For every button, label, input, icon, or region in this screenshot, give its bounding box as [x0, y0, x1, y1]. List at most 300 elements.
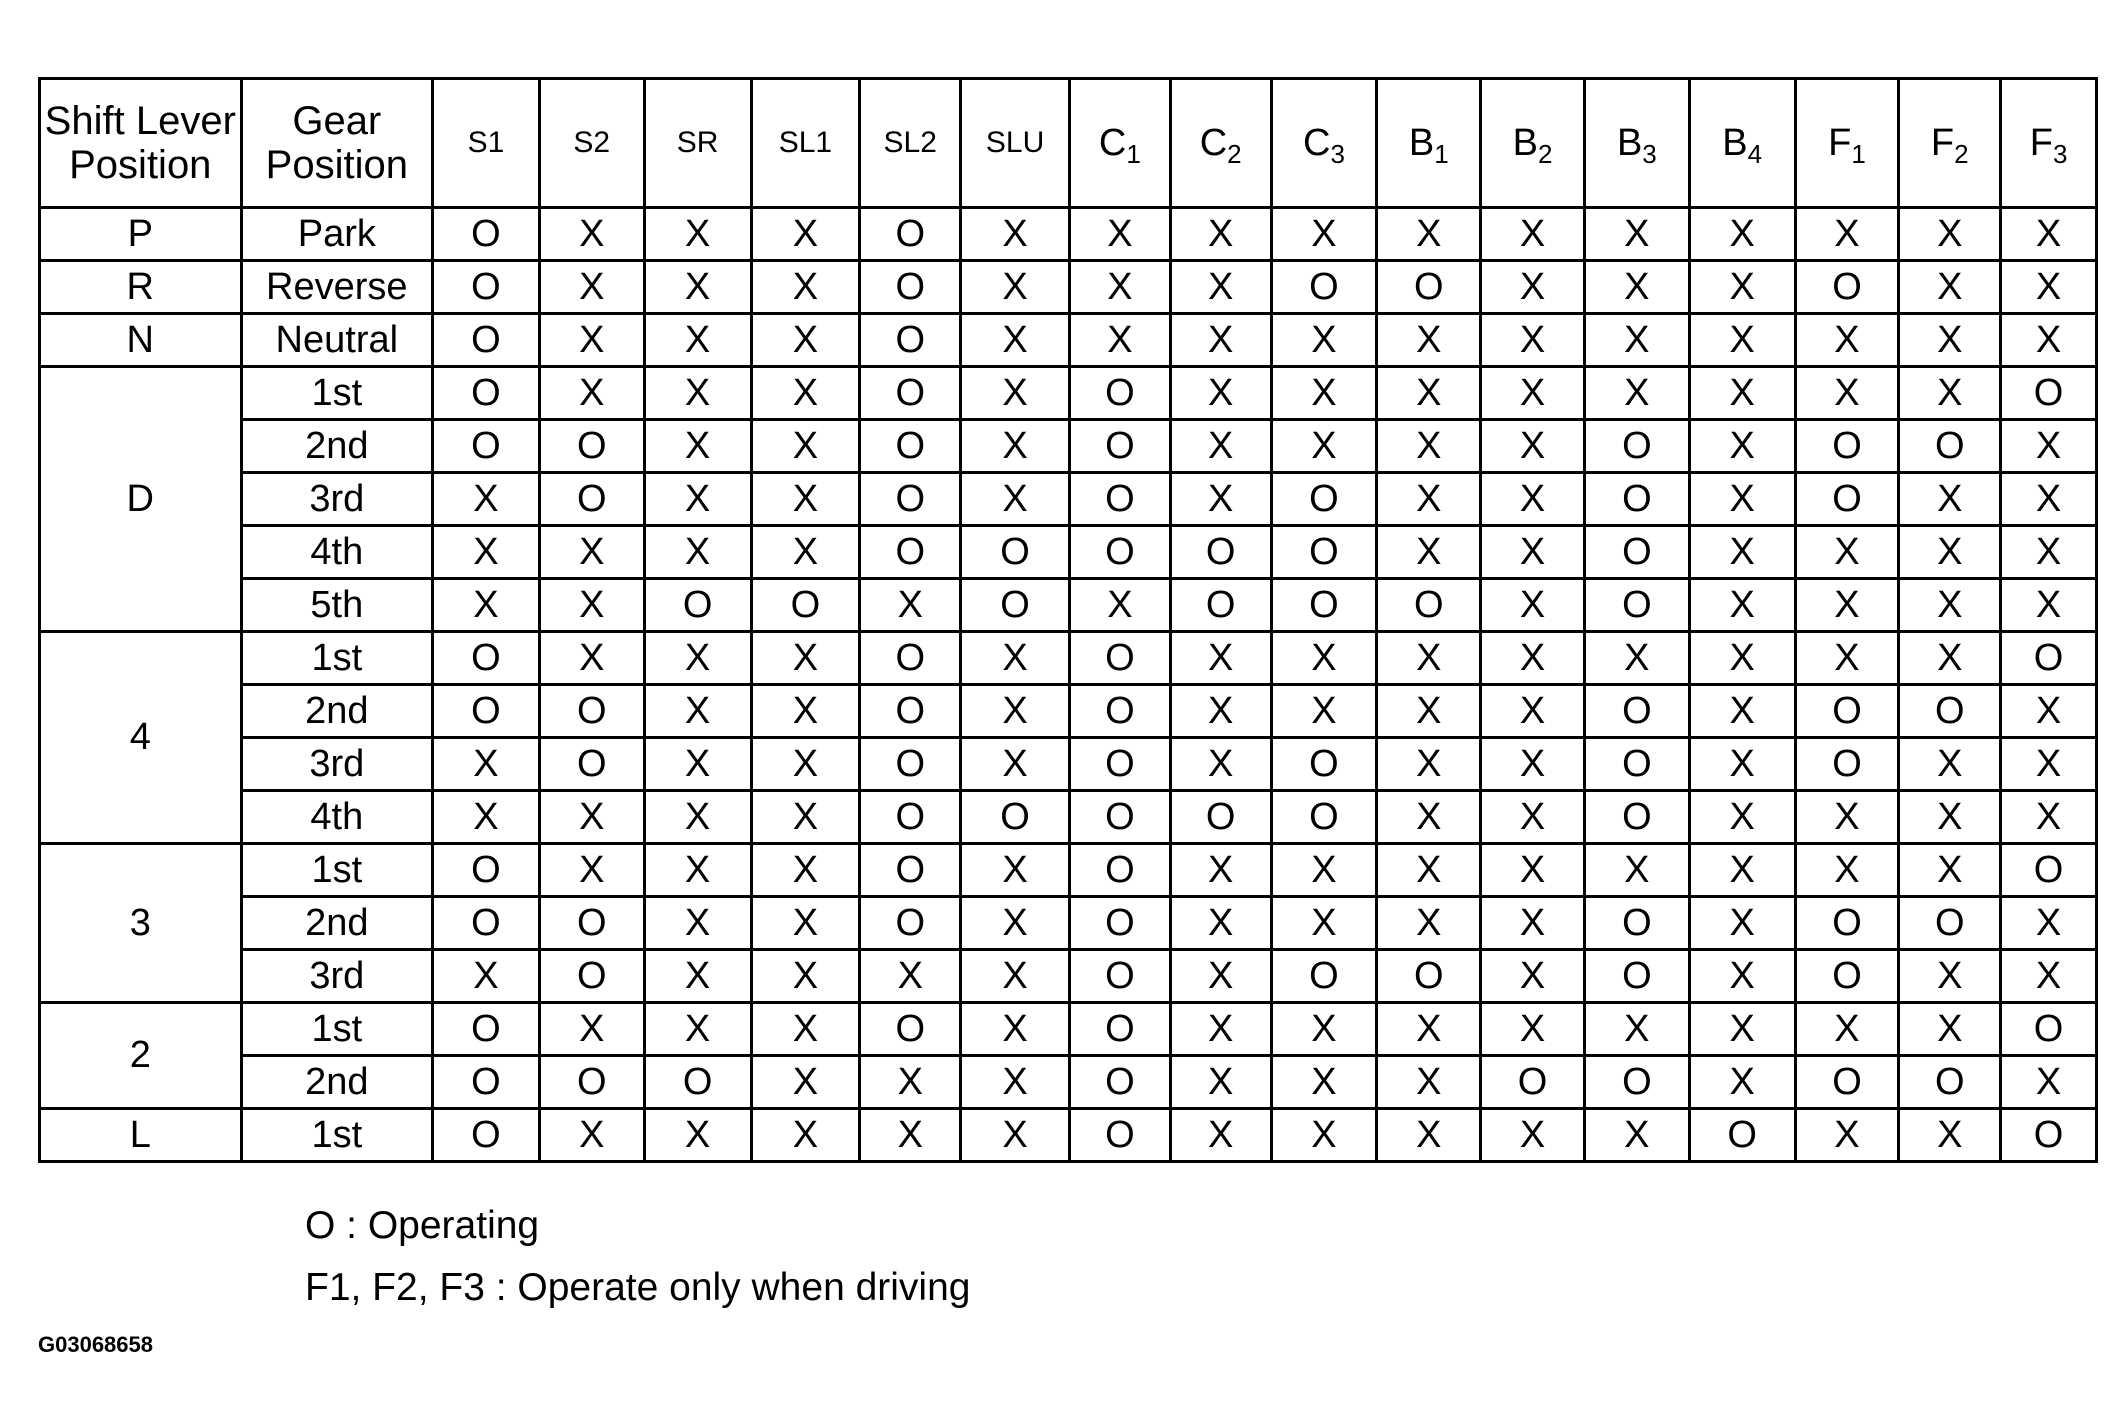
operating-mark: O	[1069, 738, 1170, 791]
not-operating-mark: X	[1689, 420, 1795, 473]
not-operating-mark: X	[961, 208, 1070, 261]
component-subscript: 3	[1330, 138, 1345, 169]
not-operating-mark: X	[433, 526, 540, 579]
not-operating-mark: X	[1689, 314, 1795, 367]
operating-mark: O	[1069, 1003, 1170, 1056]
not-operating-mark: X	[1271, 1109, 1377, 1162]
not-operating-mark: X	[1377, 632, 1481, 685]
component-name: S1	[467, 126, 505, 159]
component-name: F	[1828, 121, 1852, 164]
not-operating-mark: X	[961, 1109, 1070, 1162]
not-operating-mark: X	[2001, 473, 2097, 526]
gear-cell: 1st	[241, 367, 432, 420]
operating-mark: O	[1069, 632, 1170, 685]
not-operating-mark: X	[1899, 1003, 2001, 1056]
not-operating-mark: X	[1377, 1003, 1481, 1056]
not-operating-mark: X	[644, 314, 751, 367]
not-operating-mark: X	[751, 950, 860, 1003]
component-name: SLU	[985, 126, 1045, 159]
not-operating-mark: X	[644, 1003, 751, 1056]
not-operating-mark: X	[644, 473, 751, 526]
not-operating-mark: X	[1481, 420, 1585, 473]
operating-mark: O	[751, 579, 860, 632]
component-name: B	[1616, 121, 1643, 164]
not-operating-mark: X	[1795, 367, 1899, 420]
component-header-b2	[1481, 79, 1585, 208]
operating-mark: O	[1069, 950, 1170, 1003]
operating-mark: O	[1795, 261, 1899, 314]
operating-mark: O	[1271, 579, 1377, 632]
operating-mark: O	[433, 1056, 540, 1109]
not-operating-mark: X	[1481, 314, 1585, 367]
component-name: F	[2029, 121, 2053, 164]
operating-mark: O	[433, 1109, 540, 1162]
not-operating-mark: X	[433, 950, 540, 1003]
not-operating-mark: X	[1689, 950, 1795, 1003]
operating-mark: O	[539, 950, 644, 1003]
not-operating-mark: X	[433, 791, 540, 844]
not-operating-mark: X	[433, 473, 540, 526]
not-operating-mark: X	[644, 897, 751, 950]
component-header-sl1	[751, 79, 860, 208]
not-operating-mark: X	[1170, 420, 1271, 473]
operating-mark: O	[961, 526, 1070, 579]
not-operating-mark: X	[1377, 844, 1481, 897]
not-operating-mark: X	[751, 261, 860, 314]
operating-mark: O	[860, 261, 961, 314]
not-operating-mark: X	[1069, 314, 1170, 367]
operating-mark: O	[860, 367, 961, 420]
not-operating-mark: X	[1689, 261, 1795, 314]
not-operating-mark: X	[539, 261, 644, 314]
operating-mark: O	[433, 208, 540, 261]
operating-mark: O	[1899, 897, 2001, 950]
not-operating-mark: X	[1069, 261, 1170, 314]
not-operating-mark: X	[1481, 261, 1585, 314]
not-operating-mark: X	[1689, 791, 1795, 844]
not-operating-mark: X	[1899, 791, 2001, 844]
component-subscript: 3	[1642, 138, 1657, 169]
not-operating-mark: X	[2001, 791, 2097, 844]
operating-mark: O	[1271, 473, 1377, 526]
not-operating-mark: X	[751, 208, 860, 261]
legend-operating: O : Operating	[305, 1204, 540, 1247]
table-row	[40, 314, 2097, 367]
not-operating-mark: X	[961, 950, 1070, 1003]
operating-mark: O	[539, 897, 644, 950]
not-operating-mark: X	[1899, 367, 2001, 420]
operating-mark: O	[1069, 367, 1170, 420]
not-operating-mark: X	[644, 791, 751, 844]
operating-mark: O	[860, 632, 961, 685]
shift-lever-header-line1: Shift Lever	[44, 99, 236, 143]
component-header-b3	[1584, 79, 1689, 208]
not-operating-mark: X	[1584, 844, 1689, 897]
operating-mark: O	[860, 897, 961, 950]
operating-mark: O	[1795, 738, 1899, 791]
not-operating-mark: X	[1795, 844, 1899, 897]
not-operating-mark: X	[751, 420, 860, 473]
gear-cell: Reverse	[241, 261, 432, 314]
operating-mark: O	[1170, 791, 1271, 844]
table-row	[40, 1003, 2097, 1056]
operating-mark: O	[2001, 844, 2097, 897]
component-header-f2	[1899, 79, 2001, 208]
component-name: SR	[676, 126, 719, 159]
operating-mark: O	[1689, 1109, 1795, 1162]
operating-mark: O	[1584, 473, 1689, 526]
not-operating-mark: X	[1377, 208, 1481, 261]
not-operating-mark: X	[539, 579, 644, 632]
not-operating-mark: X	[644, 844, 751, 897]
operating-mark: O	[433, 844, 540, 897]
not-operating-mark: X	[1170, 685, 1271, 738]
not-operating-mark: X	[1899, 473, 2001, 526]
operating-mark: O	[1271, 791, 1377, 844]
not-operating-mark: X	[539, 1003, 644, 1056]
component-subscript: 1	[1851, 138, 1866, 169]
not-operating-mark: X	[1481, 844, 1585, 897]
operating-mark: O	[1584, 791, 1689, 844]
not-operating-mark: X	[1170, 632, 1271, 685]
not-operating-mark: X	[1481, 950, 1585, 1003]
operating-mark: O	[433, 367, 540, 420]
not-operating-mark: X	[751, 526, 860, 579]
not-operating-mark: X	[1271, 685, 1377, 738]
component-header-c2	[1170, 79, 1271, 208]
not-operating-mark: X	[751, 791, 860, 844]
not-operating-mark: X	[751, 1056, 860, 1109]
shift-lever-cell: 3	[40, 844, 242, 1003]
not-operating-mark: X	[1170, 314, 1271, 367]
not-operating-mark: X	[1271, 897, 1377, 950]
shift-lever-cell: D	[40, 367, 242, 632]
operating-mark: O	[644, 1056, 751, 1109]
not-operating-mark: X	[961, 738, 1070, 791]
not-operating-mark: X	[1170, 473, 1271, 526]
operating-mark: O	[1899, 685, 2001, 738]
gear-cell: 4th	[241, 791, 432, 844]
not-operating-mark: X	[2001, 208, 2097, 261]
operating-mark: O	[1377, 579, 1481, 632]
not-operating-mark: X	[1899, 738, 2001, 791]
component-header-b4	[1689, 79, 1795, 208]
operating-mark: O	[860, 208, 961, 261]
not-operating-mark: X	[2001, 950, 2097, 1003]
table-row	[40, 1056, 2097, 1109]
table-row	[40, 420, 2097, 473]
not-operating-mark: X	[1584, 367, 1689, 420]
operating-mark: O	[1584, 738, 1689, 791]
not-operating-mark: X	[961, 261, 1070, 314]
not-operating-mark: X	[751, 897, 860, 950]
not-operating-mark: X	[539, 1109, 644, 1162]
operating-mark: O	[1069, 1109, 1170, 1162]
not-operating-mark: X	[1170, 367, 1271, 420]
not-operating-mark: X	[1481, 1109, 1585, 1162]
not-operating-mark: X	[1795, 791, 1899, 844]
shift-lever-cell: 2	[40, 1003, 242, 1109]
not-operating-mark: X	[1170, 261, 1271, 314]
component-name: B	[1722, 121, 1748, 164]
not-operating-mark: X	[1481, 897, 1585, 950]
not-operating-mark: X	[1069, 579, 1170, 632]
not-operating-mark: X	[1899, 950, 2001, 1003]
component-name: F	[1930, 121, 1955, 164]
operating-mark: O	[961, 579, 1070, 632]
not-operating-mark: X	[644, 738, 751, 791]
operating-mark: O	[1271, 261, 1377, 314]
not-operating-mark: X	[1481, 632, 1585, 685]
not-operating-mark: X	[860, 950, 961, 1003]
not-operating-mark: X	[2001, 314, 2097, 367]
shift-lever-cell: L	[40, 1109, 242, 1162]
operating-mark: O	[2001, 367, 2097, 420]
not-operating-mark: X	[1481, 685, 1585, 738]
not-operating-mark: X	[1689, 738, 1795, 791]
operating-mark: O	[1271, 526, 1377, 579]
not-operating-mark: X	[961, 314, 1070, 367]
component-subscript: 2	[1538, 138, 1553, 169]
not-operating-mark: X	[1795, 632, 1899, 685]
operating-mark: O	[2001, 632, 2097, 685]
component-subscript: 2	[1227, 138, 1242, 169]
operating-mark: O	[1377, 261, 1481, 314]
operating-mark: O	[1584, 950, 1689, 1003]
not-operating-mark: X	[539, 314, 644, 367]
not-operating-mark: X	[1271, 844, 1377, 897]
not-operating-mark: X	[1271, 420, 1377, 473]
not-operating-mark: X	[1377, 420, 1481, 473]
not-operating-mark: X	[1170, 208, 1271, 261]
shift-lever-cell: P	[40, 208, 242, 261]
gear-header-line2: Position	[265, 143, 408, 187]
not-operating-mark: X	[1584, 208, 1689, 261]
not-operating-mark: X	[2001, 579, 2097, 632]
not-operating-mark: X	[1584, 632, 1689, 685]
shift-lever-cell: R	[40, 261, 242, 314]
not-operating-mark: X	[751, 632, 860, 685]
operating-mark: O	[1481, 1056, 1585, 1109]
component-header-slu	[961, 79, 1070, 208]
component-header-b1	[1377, 79, 1481, 208]
not-operating-mark: X	[1069, 208, 1170, 261]
operating-mark: O	[860, 844, 961, 897]
not-operating-mark: X	[539, 844, 644, 897]
not-operating-mark: X	[1481, 738, 1585, 791]
not-operating-mark: X	[644, 526, 751, 579]
not-operating-mark: X	[1899, 844, 2001, 897]
operating-mark: O	[433, 897, 540, 950]
not-operating-mark: X	[644, 685, 751, 738]
operating-mark: O	[433, 632, 540, 685]
not-operating-mark: X	[2001, 261, 2097, 314]
gear-cell: 2nd	[241, 420, 432, 473]
not-operating-mark: X	[1481, 791, 1585, 844]
not-operating-mark: X	[961, 1003, 1070, 1056]
not-operating-mark: X	[1170, 1003, 1271, 1056]
component-name: SL2	[883, 126, 937, 159]
operating-mark: O	[860, 738, 961, 791]
table-row	[40, 950, 2097, 1003]
shift-lever-cell: 4	[40, 632, 242, 844]
not-operating-mark: X	[1377, 314, 1481, 367]
not-operating-mark: X	[2001, 738, 2097, 791]
component-name: C	[1302, 121, 1331, 164]
operating-mark: O	[1069, 420, 1170, 473]
table-row	[40, 261, 2097, 314]
not-operating-mark: X	[1899, 526, 2001, 579]
not-operating-mark: X	[2001, 420, 2097, 473]
not-operating-mark: X	[539, 526, 644, 579]
not-operating-mark: X	[1689, 579, 1795, 632]
table-row	[40, 791, 2097, 844]
not-operating-mark: X	[1170, 1056, 1271, 1109]
operating-mark: O	[1271, 950, 1377, 1003]
not-operating-mark: X	[1689, 473, 1795, 526]
gear-cell: 2nd	[241, 685, 432, 738]
not-operating-mark: X	[1377, 367, 1481, 420]
not-operating-mark: X	[751, 738, 860, 791]
operating-mark: O	[961, 791, 1070, 844]
operating-mark: O	[539, 738, 644, 791]
not-operating-mark: X	[751, 1003, 860, 1056]
not-operating-mark: X	[961, 1056, 1070, 1109]
component-header-f1	[1795, 79, 1899, 208]
table-row	[40, 1109, 2097, 1162]
not-operating-mark: X	[1481, 367, 1585, 420]
operating-mark: O	[1584, 526, 1689, 579]
operating-mark: O	[1795, 950, 1899, 1003]
not-operating-mark: X	[644, 632, 751, 685]
operating-mark: O	[1271, 738, 1377, 791]
operating-mark: O	[2001, 1003, 2097, 1056]
not-operating-mark: X	[1584, 1003, 1689, 1056]
not-operating-mark: X	[1584, 314, 1689, 367]
not-operating-mark: X	[644, 261, 751, 314]
operating-mark: O	[539, 1056, 644, 1109]
not-operating-mark: X	[751, 367, 860, 420]
operating-mark: O	[1899, 1056, 2001, 1109]
operating-mark: O	[1795, 685, 1899, 738]
not-operating-mark: X	[961, 685, 1070, 738]
not-operating-mark: X	[1689, 208, 1795, 261]
component-header-sr	[644, 79, 751, 208]
operating-mark: O	[860, 791, 961, 844]
not-operating-mark: X	[1377, 526, 1481, 579]
gear-cell: Park	[241, 208, 432, 261]
table-row	[40, 844, 2097, 897]
operating-mark: O	[1795, 473, 1899, 526]
not-operating-mark: X	[1899, 261, 2001, 314]
operating-mark: O	[1584, 420, 1689, 473]
not-operating-mark: X	[1377, 738, 1481, 791]
not-operating-mark: X	[1584, 261, 1689, 314]
shift-lever-cell: N	[40, 314, 242, 367]
not-operating-mark: X	[1795, 208, 1899, 261]
not-operating-mark: X	[539, 367, 644, 420]
not-operating-mark: X	[2001, 685, 2097, 738]
gear-cell: 3rd	[241, 950, 432, 1003]
operation-table	[38, 77, 2098, 1163]
not-operating-mark: X	[1481, 1003, 1585, 1056]
not-operating-mark: X	[2001, 897, 2097, 950]
gear-cell: 1st	[241, 632, 432, 685]
operating-mark: O	[1795, 897, 1899, 950]
not-operating-mark: X	[1481, 579, 1585, 632]
not-operating-mark: X	[751, 314, 860, 367]
not-operating-mark: X	[860, 579, 961, 632]
not-operating-mark: X	[1170, 950, 1271, 1003]
not-operating-mark: X	[1271, 1056, 1377, 1109]
not-operating-mark: X	[1795, 1109, 1899, 1162]
operating-mark: O	[860, 1003, 961, 1056]
gear-cell: 2nd	[241, 1056, 432, 1109]
operating-mark: O	[1069, 685, 1170, 738]
not-operating-mark: X	[961, 632, 1070, 685]
not-operating-mark: X	[961, 473, 1070, 526]
gear-cell: 3rd	[241, 738, 432, 791]
not-operating-mark: X	[1899, 579, 2001, 632]
not-operating-mark: X	[539, 208, 644, 261]
table-row	[40, 473, 2097, 526]
operating-mark: O	[1069, 473, 1170, 526]
not-operating-mark: X	[751, 473, 860, 526]
not-operating-mark: X	[1481, 208, 1585, 261]
component-header-c3	[1271, 79, 1377, 208]
not-operating-mark: X	[644, 420, 751, 473]
operating-mark: O	[1069, 844, 1170, 897]
not-operating-mark: X	[961, 844, 1070, 897]
table-row	[40, 897, 2097, 950]
gear-cell: 5th	[241, 579, 432, 632]
table-row	[40, 738, 2097, 791]
not-operating-mark: X	[1584, 1109, 1689, 1162]
shift-lever-header-line2: Position	[69, 143, 212, 187]
not-operating-mark: X	[644, 367, 751, 420]
not-operating-mark: X	[1689, 367, 1795, 420]
not-operating-mark: X	[1271, 314, 1377, 367]
legend-note: F1, F2, F3 : Operate only when driving	[305, 1266, 971, 1309]
component-header-sl2	[860, 79, 961, 208]
gear-cell: 1st	[241, 1003, 432, 1056]
operating-mark: O	[1899, 420, 2001, 473]
not-operating-mark: X	[1795, 1003, 1899, 1056]
table-row	[40, 526, 2097, 579]
operating-mark: O	[539, 473, 644, 526]
operating-mark: O	[860, 420, 961, 473]
not-operating-mark: X	[1899, 208, 2001, 261]
table-row	[40, 632, 2097, 685]
not-operating-mark: X	[1271, 367, 1377, 420]
component-header-f3	[2001, 79, 2097, 208]
not-operating-mark: X	[961, 367, 1070, 420]
not-operating-mark: X	[961, 420, 1070, 473]
not-operating-mark: X	[1689, 632, 1795, 685]
gear-cell: 1st	[241, 1109, 432, 1162]
not-operating-mark: X	[1377, 791, 1481, 844]
not-operating-mark: X	[1689, 526, 1795, 579]
gear-position-header	[241, 79, 432, 208]
operating-mark: O	[860, 473, 961, 526]
operating-mark: O	[1584, 579, 1689, 632]
table-row	[40, 367, 2097, 420]
not-operating-mark: X	[1795, 526, 1899, 579]
operating-mark: O	[1069, 897, 1170, 950]
not-operating-mark: X	[1899, 632, 2001, 685]
component-name: SL1	[778, 126, 833, 159]
shift-lever-position-header	[40, 79, 242, 208]
